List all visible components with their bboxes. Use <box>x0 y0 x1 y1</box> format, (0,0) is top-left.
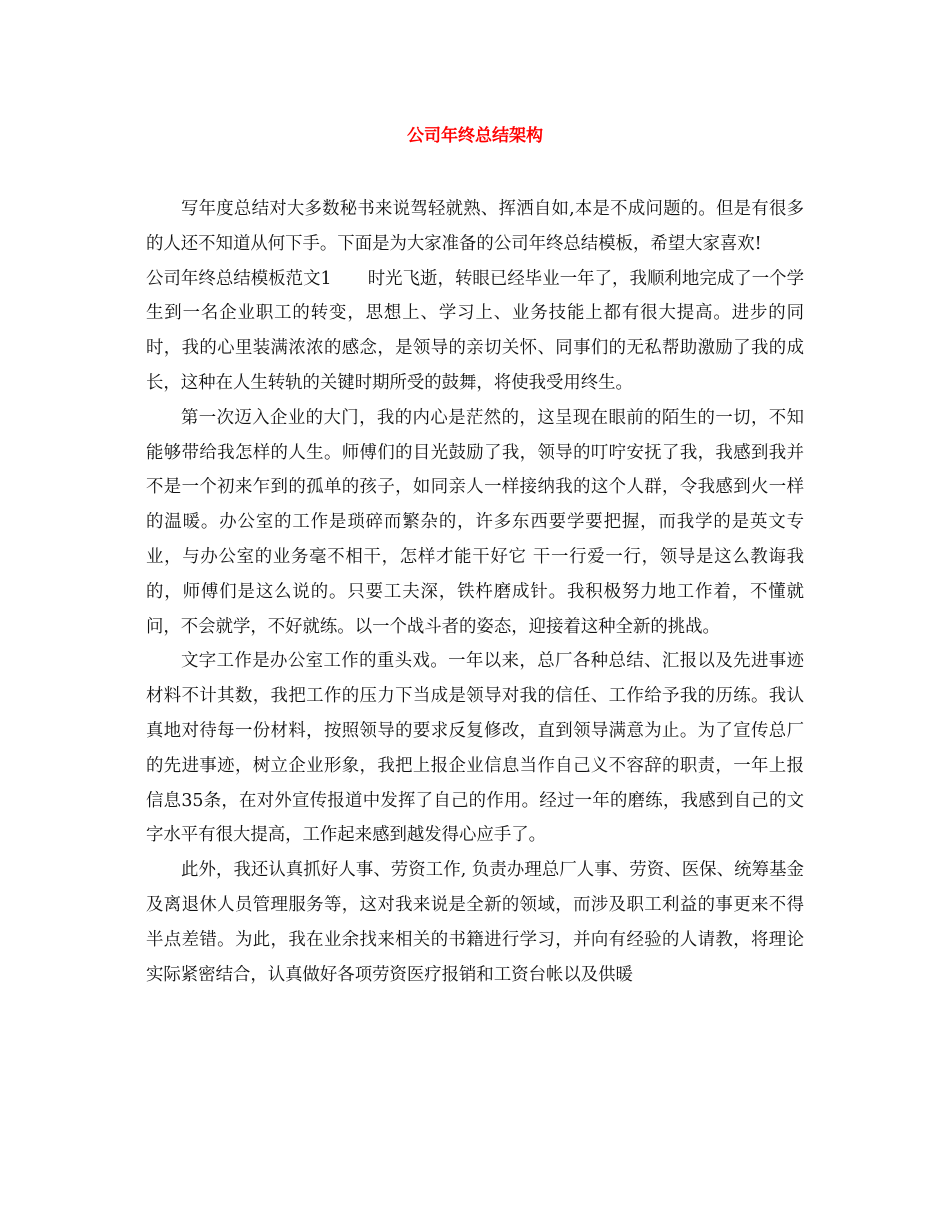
sample-label: 公司年终总结模板范文1 <box>146 268 332 289</box>
document-body <box>146 192 804 992</box>
sample-paragraph-1-text: 时光飞逝，转眼已经毕业一年了，我顺利地完成了一个学生到一名企业职工的转变，思想上、学习上、业务技能上都有很大提高。进步的同时，我的心里装满浓浓的感念，是领导的亲切关怀、同事们的无私帮助激励了我的成长，这种在人生转轨的关键时期所受的鼓舞，将使我受用终生。 <box>146 268 804 393</box>
intro-paragraph: 写年度总结对大多数秘书来说驾轻就熟、挥洒自如,本是不成问题的。但是有很多的人还不知道从何下手。下面是为大家准备的公司年终总结模板，希望大家喜欢! <box>146 199 804 254</box>
paragraph-first-entry: 第一次迈入企业的大门，我的内心是茫然的，这呈现在眼前的陌生的一切，不知能够带给我怎样的人生。师傅们的目光鼓励了我，领导的叮咛安抚了我，我感到我并不是一个初来乍到的孤单的孩子，如同亲人一样接纳我的这个人群，令我感到火一样的温暖。办公室的工作是琐碎而繁杂的，许多东西要学要把握，而我学的是英文专业，与办公室的业务毫不相干，怎样才能干好它 干一行爱一行，领导是这么教诲我的，师傅们是这么说的。只要工夫深，铁杵磨成针。我积极努力地工作着，不懂就问，不会就学，不好就练。以一个战斗者的姿态，迎接着这种全新的挑战。 <box>146 407 804 637</box>
document-title: 公司年终总结架构 <box>407 126 543 146</box>
paragraph-writing-work: 文字工作是办公室工作的重头戏。一年以来，总厂各种总结、汇报以及先进事迹材料不计其数，我把工作的压力下当成是领导对我的信任、工作给予我的历练。我认真地对待每一份材料，按照领导的要求反复修改，直到领导满意为止。为了宣传总厂的先进事迹，树立企业形象，我把上报企业信息当作自己义不容辞的职责，一年上报信息35条，在对外宣传报道中发挥了自己的作用。经过一年的磨练，我感到自己的文字水平有很大提高，工作起来感到越发得心应手了。 <box>146 651 804 846</box>
sample-paragraph-1 <box>146 262 804 401</box>
paragraph-personnel-work: 此外，我还认真抓好人事、劳资工作, 负责办理总厂人事、劳资、医保、统筹基金及离退休人员管理服务等，这对我来说是全新的领域，而涉及职工利益的事更来不得半点差错。为此，我在业余找来相关的书籍进行学习，并向有经验的人请教，将理论实际紧密结合，认真做好各项劳资医疗报销和工资台帐以及供暖 <box>146 860 804 985</box>
